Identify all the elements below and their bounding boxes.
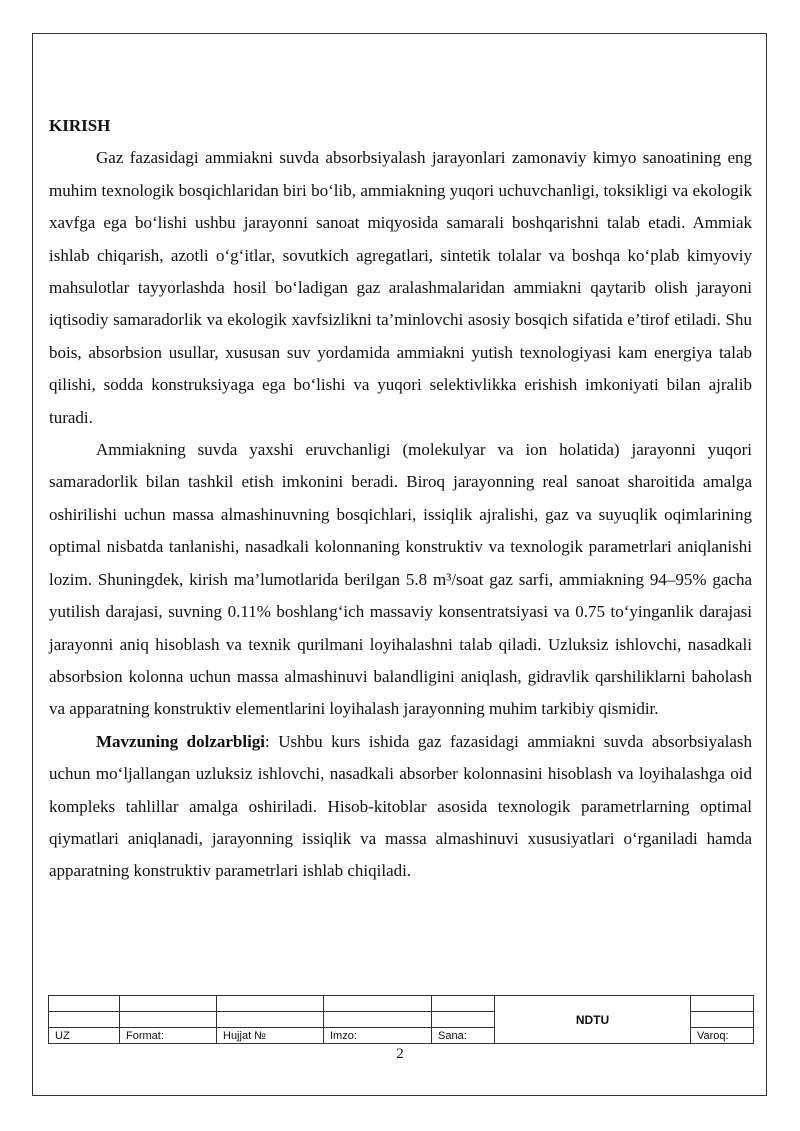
stamp-cell-empty: [324, 1012, 432, 1028]
stamp-cell-empty: [217, 1012, 324, 1028]
stamp-cell-empty: [217, 996, 324, 1012]
stamp-cell-empty: [120, 996, 217, 1012]
paragraph-intro: Gaz fazasidagi ammiakni suvda absorbsiyalash jarayonlari zamonaviy kimyo sanoatining eng muhim texnologik bosqichlaridan biri bo‘lib, ammiakning yuqori uchuvchanligi, toksikligi va ekologik xavfga ega bo‘lishi ushbu jarayonni sanoat miqyosida samarali boshqarishni talab etadi. Ammiak ishlab chiqarish, azotli o‘g‘itlar, sovutkich agregatlari, sintetik tolalar va boshqa ko‘plab kimyoviy mahsulotlar tayyorlashda hosil bo‘ladigan gaz aralashmalaridan ammiakni qaytarib olish jarayoni iqtisodiy samaradorlik va ekologik xavfsizlikni ta’minlovchi asosiy bosqich sifatida e’tirof etiladi. Shu bois, absorbsion usullar, xususan suv yordamida ammiakni yutish texnologiyasi kam energiya talab qilishi, sodda konstruksiyaga ega bo‘lishi va yuqori selektivlikka erishish imkoniyati bilan ajralib turadi.: [49, 148, 752, 427]
stamp-cell-empty: [49, 1012, 120, 1028]
relevance-separator: :: [265, 731, 270, 751]
stamp-document-number: Hujjat №: [217, 1028, 324, 1044]
stamp-cell-empty: [49, 996, 120, 1012]
document-body: [49, 110, 752, 888]
stamp-organization: NDTU: [495, 996, 691, 1044]
stamp-signature: Imzo:: [324, 1028, 432, 1044]
title-block-stamp: [48, 995, 754, 1044]
paragraph-solubility: Ammiakning suvda yaxshi eruvchanligi (molekulyar va ion holatida) jarayonni yuqori samaradorlik bilan tashkil etish imkonini beradi. Biroq jarayonning real sanoat sharoitida amalga oshirilishi uchun massa almashinuvning bosqichlari, issiqlik ajralishi, gaz va suyuqlik oqimlarining optimal nisbatda tanlanishi, nasadkali kolonnaning konstruktiv va texnologik parametrlari aniqlanishi lozim. Shuningdek, kirish ma’lumotlarida berilgan 5.8 m³/soat gaz sarfi, ammiakning 94–95% gacha yutilish darajasi, suvning 0.11% boshlang‘ich massaviy konsentratsiyasi va 0.75 to‘yinganlik darajasi jarayonni aniq hisoblash va texnik qurilmani loyihalashni talab qiladi. Uzluksiz ishlovchi, nasadkali absorbsion kolonna uchun massa almashinuvi balandligini aniqlash, gidravlik qarshiliklarni baholash va apparatning konstruktiv elementlarini loyihalash jarayonning muhim tarkibiy qismidir.: [49, 440, 752, 719]
stamp-cell-empty: [324, 996, 432, 1012]
stamp-cell-empty: [120, 1012, 217, 1028]
section-heading: KIRISH: [49, 116, 111, 135]
stamp-language: UZ: [49, 1028, 120, 1044]
stamp-sheet: Varoq:: [691, 1028, 754, 1044]
stamp-format: Format:: [120, 1028, 217, 1044]
stamp-sheet-number-cell: [691, 1012, 754, 1028]
stamp-cell-empty: [691, 996, 754, 1012]
relevance-label: Mavzuning dolzarbligi: [96, 731, 266, 751]
stamp-date: Sana:: [432, 1028, 495, 1044]
stamp-cell-empty: [432, 996, 495, 1012]
paragraph-relevance: [49, 726, 752, 888]
relevance-text: Ushbu kurs ishida gaz fazasidagi ammiakni suvda absorbsiyalash uchun mo‘ljallangan uzluksiz ishlovchi, nasadkali absorber kolonnasini hisoblash va loyihalashga oid kompleks tahlillar amalga oshiriladi. Hisob-kitoblar asosida texnologik parametrlarning optimal qiymatlari aniqlanadi, jarayonning issiqlik va massa almashinuvi xususiyatlari o‘rganiladi hamda apparatning konstruktiv parametrlari ishlab chiqiladi.: [49, 731, 752, 881]
stamp-cell-empty: [432, 1012, 495, 1028]
page-number: 2: [396, 1046, 404, 1062]
